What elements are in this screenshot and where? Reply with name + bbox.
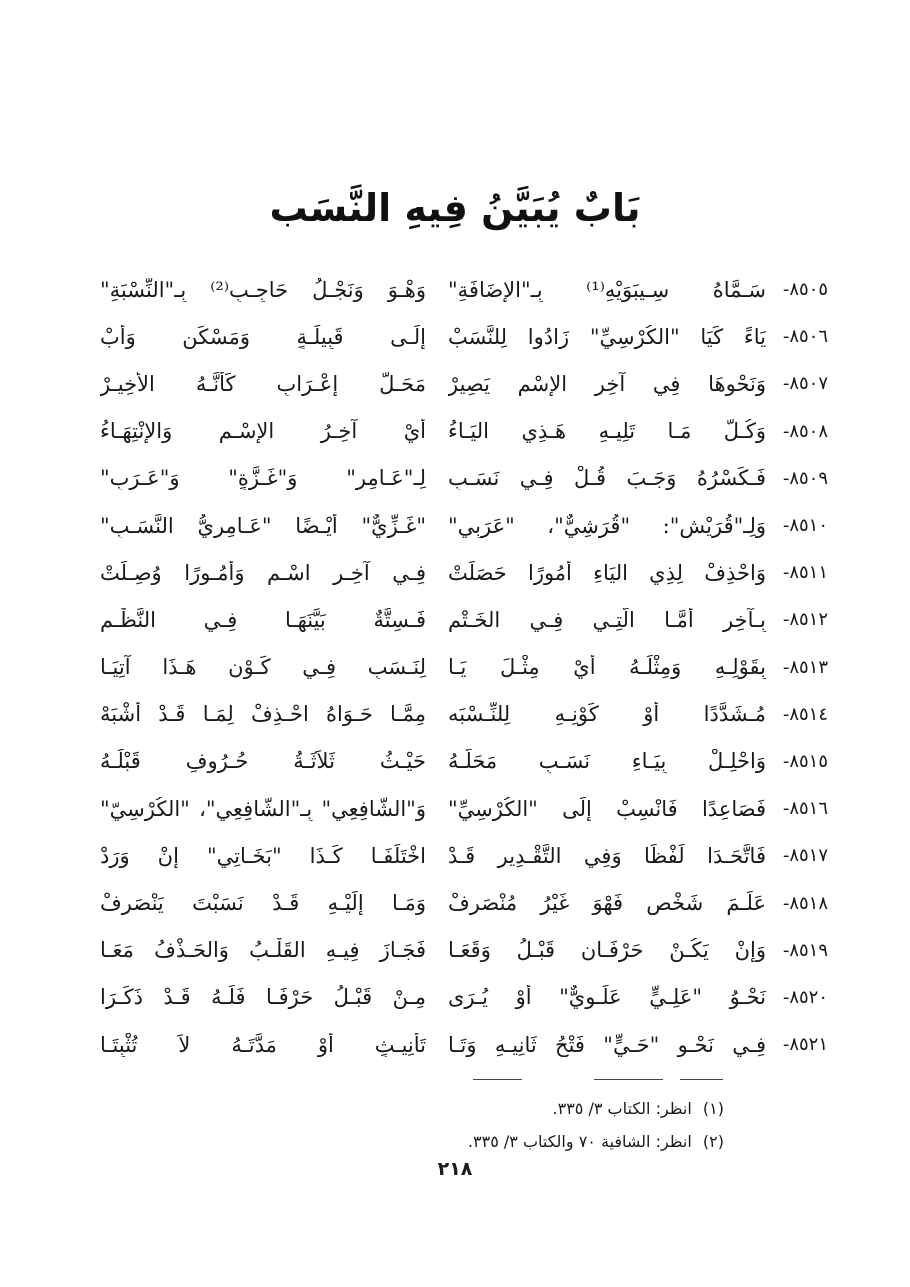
verse-row (100, 360, 828, 407)
verse-row (100, 785, 828, 832)
verse-number: ٨٥٢١- (782, 1034, 828, 1056)
verse-row (100, 313, 828, 360)
verse-number: ٨٥٠٥- (782, 279, 828, 301)
verse-row (100, 832, 828, 879)
verse-row (100, 974, 828, 1021)
verse-row (100, 266, 828, 313)
verse-second-hemistich: فَـسِتَّةٌ بَيَّنَهَـا فِـي النَّظْـمِ (100, 607, 426, 632)
footnote (468, 1092, 724, 1125)
verse-second-hemistich: مِمَّـا حَـوَاهُ احْـذِفْ لِمَـا قَـدْ أَشْبَهْ (100, 702, 426, 727)
footnote-text: انظر: الكتاب ٣/ ٣٣٥. (552, 1099, 692, 1118)
footnote-mark: (٢) (702, 1132, 724, 1151)
verse-second-hemistich: وَ"الشَّافِعِي" بِـ"الشَّافِعِي"، "الكُرْسِيّ" (100, 796, 426, 821)
verse-row (100, 927, 828, 974)
verse-row (100, 879, 828, 926)
verse-number: ٨٥١٨- (782, 892, 828, 914)
verse-second-hemistich: فِـي آخِـرِ اسْـمٍ وَأُمُـورًا وُصِـلَتْ (100, 560, 426, 585)
verse-second-hemistich: أَيْ آخِـرُ الإِسْـمِ وَالإِنْتِهَـاءُ (100, 419, 426, 444)
verse-number: ٨٥١٣- (782, 656, 828, 678)
verse-first-hemistich: وَلِـ"قُرَيْشٍ": "قُرَشِيٌّ"، "عَرَبِي" (448, 513, 766, 538)
verse-second-hemistich: وَمَـا إِلَيْـهِ قَـدْ نَسَبْتَ يَنْصَرِفْ (100, 891, 426, 916)
verse-number: ٨٥١٤- (782, 703, 828, 725)
verse-number: ٨٥١٧- (782, 845, 828, 867)
verse-second-hemistich: إِلَـى قَبِيلَـةٍ وَمَسْكَنٍ وَأَبْ (100, 324, 426, 349)
verse-row (100, 455, 828, 502)
verse-second-hemistich: لِـ"عَـامِرٍ" وَ"غَـزَّةٍ" وَ"عَـرَبِ" (100, 466, 426, 491)
verse-number: ٨٥١٩- (782, 939, 828, 961)
verse-row (100, 1021, 828, 1068)
verse-row (100, 549, 828, 596)
verse-number: ٨٥١٠- (782, 515, 828, 537)
verse-first-hemistich: فِـي نَحْـوِ "حَـيٍّ" فَتْحُ ثَانِيـهِ وَتَـا (448, 1032, 766, 1057)
verse-number: ٨٥٠٦- (782, 326, 828, 348)
verse-second-hemistich: مِـنْ قَبْـلُ حَرْفَـا فَلَـهُ قَـدْ ذَكَـرَا (100, 985, 426, 1010)
verse-second-hemistich: تَأْنِيـثٍ أَوْ مَدَّتَـهُ لاَ تُثْبِتَـا (100, 1032, 426, 1057)
verse-number: ٨٥٠٨- (782, 420, 828, 442)
verse-row (100, 644, 828, 691)
verse-first-hemistich: سَـمَّاهُ سِـيبَوَيْهِ⁽¹⁾ بِـ"الإِضَافَةِ" (448, 277, 766, 302)
verse-row (100, 596, 828, 643)
verse-first-hemistich: فَاتَّحَـدَا لَفْظًا وَفِي التَّقْـدِيرِ قَـدْ (448, 843, 766, 868)
verse-second-hemistich: "غَـزِّيٌّ" أَيْـضًا "عَـامِرِيُّ النَّسَـبِ" (100, 513, 426, 538)
verse-second-hemistich: اخْتَلَفَـا كَـذَا "بَخَـاتِي" إِنْ وَرَدْ (100, 843, 426, 868)
verse-first-hemistich: بِقَوْلِـهِ وَمِثْلَـهُ أَيْ مِثْـلَ يَـا (448, 655, 766, 680)
footnote-mark: (١) (702, 1099, 724, 1118)
verse-number: ٨٥٢٠- (782, 986, 828, 1008)
verse-first-hemistich: عَلَـمَ شَخْصٍ فَهْوَ غَيْرُ مُنْصَرِفْ (448, 891, 766, 916)
footnote-separator (594, 1079, 663, 1080)
chapter-title: بَابٌ يُبَيَّنُ فِيهِ النَّسَب (269, 186, 641, 230)
footnote (468, 1125, 724, 1158)
verse-number: ٨٥٠٩- (782, 467, 828, 489)
verse-row (100, 408, 828, 455)
verse-second-hemistich: وَهْـوَ وَنَجْـلُ حَاجِـبٍ⁽²⁾ بِـ"النِّسْبَةِ" (100, 277, 426, 302)
verse-first-hemistich: فَصَاعِدًا فَانْسِبْ إِلَى "الكُرْسِيِّ" (448, 796, 766, 821)
verse-row (100, 738, 828, 785)
verse-first-hemistich: وَاحْلِـلْ بِيَـاءِ نَسَـبٍ مَحَلَّـهُ (448, 749, 766, 774)
verse-first-hemistich: نَحْـوُ "عَلِـيٍّ عَلَـوِيٌّ" أَوْ يُـرَى (448, 985, 766, 1010)
verse-second-hemistich: حَيْـثُ ثَلاَثَـةُ حُـرُوفٍ قَبْلَـهُ (100, 749, 426, 774)
verse-first-hemistich: بِـآخِرٍ أَمَّـا الَّتِـي فِـي الخَـتْمِ (448, 607, 766, 632)
page-number: ٢١٨ (437, 1158, 473, 1180)
verse-number: ٨٥١١- (782, 562, 828, 584)
verse-second-hemistich: لِنَـسَبٍ فِـي كَـوْنِ هَـذَا آتِيَـا (100, 655, 426, 680)
verse-first-hemistich: فَـكَسْرُهُ وَجَـبَ قُـلْ فِـي نَسَـبِ (448, 466, 766, 491)
verse-row (100, 691, 828, 738)
verse-second-hemistich: فَجَـازَ فِيـهِ القَلْـبُ وَالحَـذْفُ مَعَـا (100, 938, 426, 963)
verse-first-hemistich: وَنَحْوِهَا فِي آخِرِ الإِسْمِ يَصِيرْ (448, 371, 766, 396)
verse-list (100, 266, 828, 1068)
verse-second-hemistich: مَحَـلَّ إِعْـرَابٍ كَأَنَّـهُ الأَخِيـرْ (100, 371, 426, 396)
verse-number: ٨٥١٢- (782, 609, 828, 631)
verse-first-hemistich: مُـشَدَّدًا أَوْ كَوْنِـهِ لِلنِّـسْبَه (448, 702, 766, 727)
verse-number: ٨٥٠٧- (782, 373, 828, 395)
verse-number: ٨٥١٦- (782, 798, 828, 820)
verse-row (100, 502, 828, 549)
verse-first-hemistich: وَاحْذِفْ لِذِي اليَاءِ أُمُورًا حَصَلَتْ (448, 560, 766, 585)
verse-first-hemistich: وَكُـلُّ مَـا تَلِيـهِ هَـذِي اليَـاءُ (448, 419, 766, 444)
footnote-separator (473, 1079, 522, 1080)
verse-first-hemistich: وَإِنْ يَكُـنْ حَرْفَـانِ قَبْـلُ وَقَعَـا (448, 938, 766, 963)
verse-first-hemistich: يَاءً كَيَا "الكُرْسِيِّ" زَادُوا لِلنَّسَبْ (448, 324, 766, 349)
footnote-text: انظر: الشافية ٧٠ والكتاب ٣/ ٣٣٥. (467, 1132, 692, 1151)
footnotes (468, 1092, 724, 1158)
footnote-separator (680, 1079, 723, 1080)
verse-number: ٨٥١٥- (782, 750, 828, 772)
